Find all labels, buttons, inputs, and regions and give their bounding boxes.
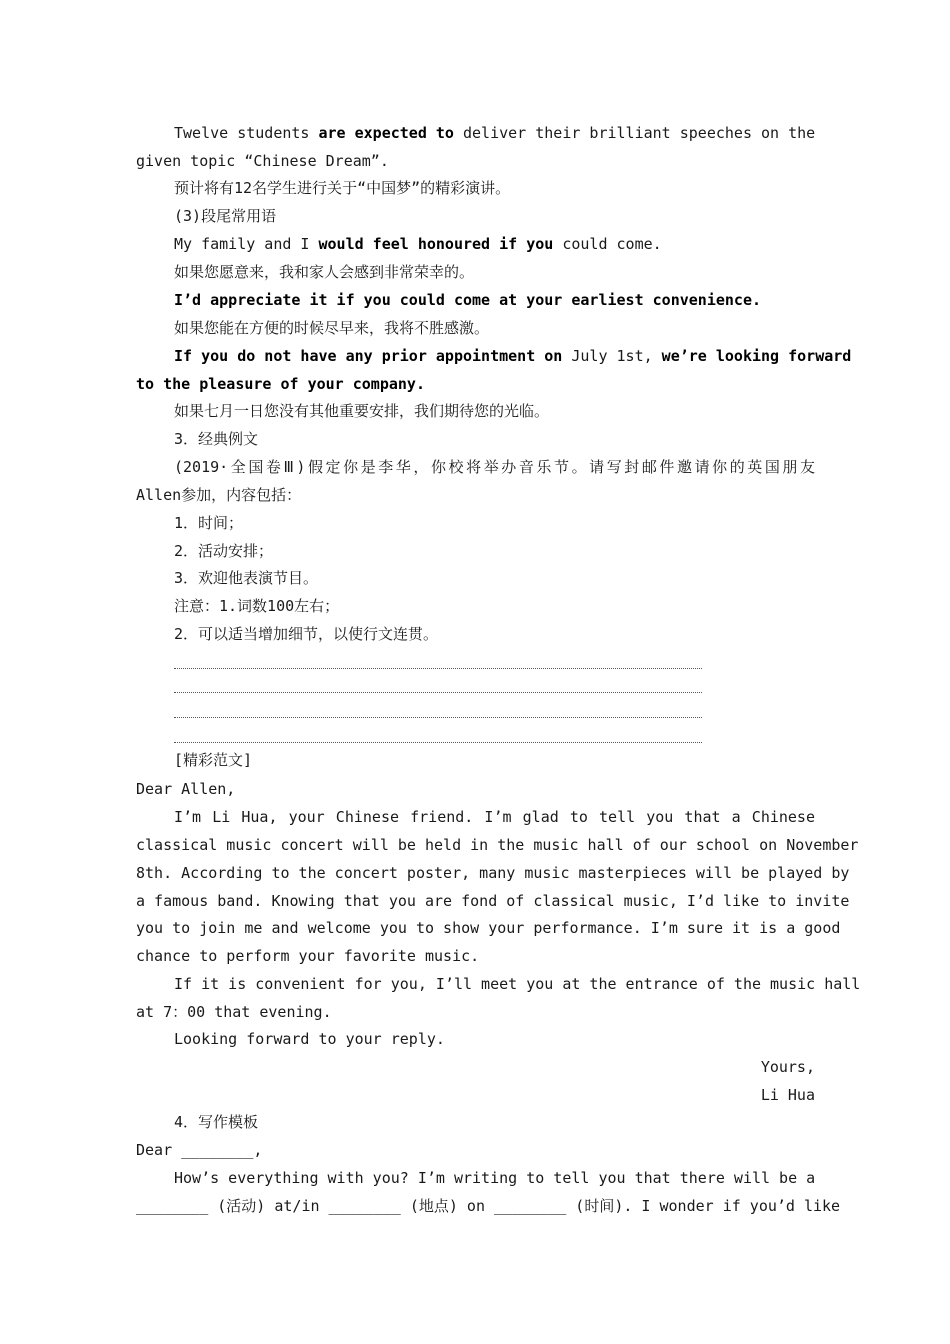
answer-line [174,717,702,718]
prompt-item: 3．欢迎他表演节目。 [174,569,319,587]
section-heading: 4．写作模板 [174,1113,259,1131]
answer-line [174,742,702,743]
chinese-translation: 预计将有12名学生进行关于“中国梦”的精彩演讲。 [174,179,511,197]
letter-line: classical music concert will be held in the music hall of our school on November [136,836,859,854]
letter-signature: Li Hua [760,1086,815,1104]
bold-phrase: are expected to [318,124,454,142]
text-line [174,342,852,370]
template-line: ________ (活动) at/in ________ (地点) on ________ (时间). I wonder if you’d like [136,1197,841,1215]
answer-line [174,692,702,693]
text-run: My family and I [174,235,319,253]
section-heading: [精彩范文] [174,751,253,769]
chinese-translation: 如果您愿意来，我和家人会感到非常荣幸的。 [174,263,475,281]
letter-salutation: Dear Allen, [136,780,236,798]
text-line [174,119,815,147]
answer-line [174,668,702,669]
text-line: given topic “Chinese Dream”. [136,152,389,170]
template-line: How’s everything with you? I’m writing to tell you that there will be a [174,1169,816,1187]
chinese-translation: 如果七月一日您没有其他重要安排，我们期待您的光临。 [174,402,550,420]
section-heading: (3)段尾常用语 [174,207,277,225]
letter-closing: Yours, [760,1058,815,1076]
bold-phrase: If you do not have any prior appointment on [174,347,563,365]
letter-line: I’m Li Hua, your Chinese friend. I’m glad to tell you that a Chinese [174,808,815,826]
text-run: July 1st, [562,347,662,365]
text-run: could come. [553,235,662,253]
letter-line: at 7：00 that evening. [136,1003,332,1021]
chinese-translation: 如果您能在方便的时候尽早来，我将不胜感激。 [174,319,490,337]
text-run: Twelve students [174,124,319,142]
prompt-item: 2．活动安排； [174,542,274,560]
letter-line: If it is convenient for you, I’ll meet you at the entrance of the music hall [174,975,861,993]
prompt-text: (2019·全国卷Ⅲ)假定你是李华，你校将举办音乐节。请写封邮件邀请你的英国朋友 [174,458,815,476]
bold-phrase: would feel honoured if you [318,235,554,253]
prompt-text: Allen参加，内容包括： [136,486,302,504]
letter-line: 8th. According to the concert poster, many music masterpieces will be played by [136,864,850,882]
prompt-note: 注意：1.词数100左右； [174,597,340,615]
text-run: deliver their brilliant speeches on the [453,124,816,142]
letter-line: you to join me and welcome you to show your performance. I’m sure it is a good [136,919,841,937]
bold-phrase: to the pleasure of your company. [136,375,425,393]
text-line [174,230,815,258]
text-line [136,370,815,398]
text-line [174,286,815,314]
letter-line: Looking forward to your reply. [174,1030,445,1048]
prompt-item: 1．时间； [174,514,244,532]
bold-phrase: I’d appreciate it if you could come at your earliest convenience. [174,291,761,309]
prompt-note: 2．可以适当增加细节，以使行文连贯。 [174,625,439,643]
template-salutation: Dear ________, [136,1141,263,1159]
letter-line: chance to perform your favorite music. [136,947,480,965]
section-heading: 3．经典例文 [174,430,259,448]
letter-line: a famous band. Knowing that you are fond of classical music, I’d like to invite [136,892,850,910]
bold-phrase: we’re looking forward [661,347,852,365]
